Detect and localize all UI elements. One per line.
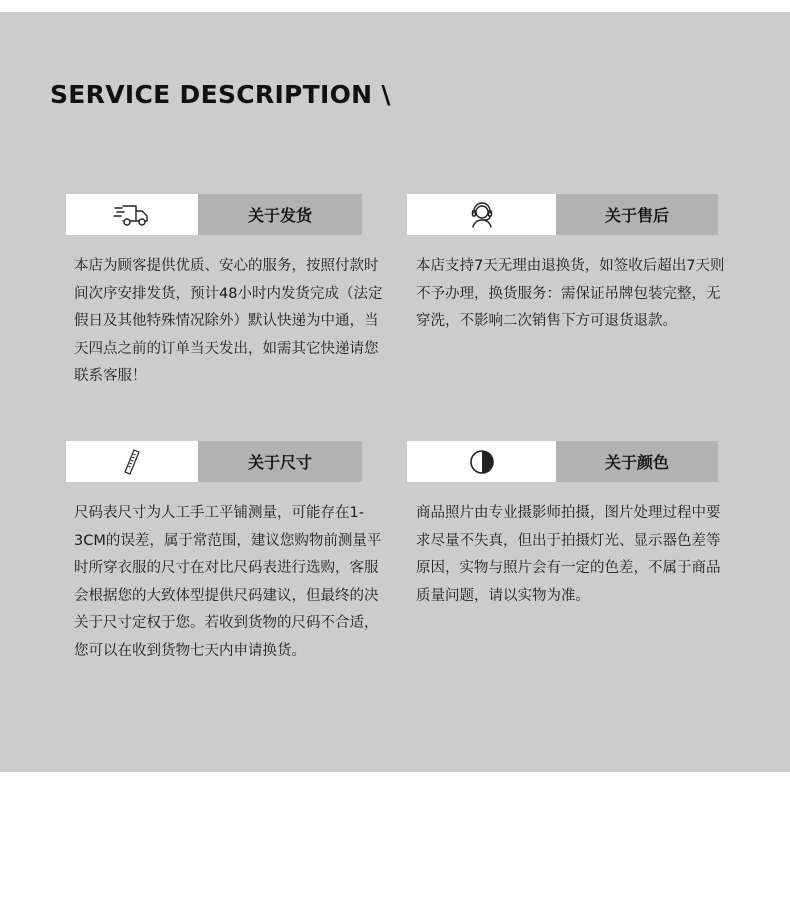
card-text: 本店为顾客提供优质、安心的服务，按照付款时间次序安排发货，预计48小时内发货完成（法定假日及其他特殊情况除外）默认快递为中通，当天四点之前的订单当天发出，如需其它快递请您联系客服！	[74, 258, 383, 384]
card-heading: 关于发货	[198, 194, 362, 235]
card-heading: 关于尺寸	[198, 441, 362, 482]
icon-box	[66, 441, 198, 482]
card-after-sales	[407, 194, 727, 336]
page-title: SERVICE DESCRIPTION \	[50, 80, 391, 109]
card-text: 商品照片由专业摄影师拍摄，图片处理过程中要求尽量不失真，但出于拍摄灯光、显示器色差等原因，实物与照片会有一定的色差，不属于商品质量问题，请以实物为准。	[416, 505, 721, 604]
delivery-truck-icon	[113, 202, 151, 228]
card-heading: 关于颜色	[556, 441, 718, 482]
icon-box	[66, 194, 198, 235]
customer-service-icon	[468, 201, 496, 229]
ruler-icon	[121, 448, 143, 476]
contrast-icon	[469, 449, 495, 475]
card-header	[407, 441, 718, 482]
card-text: 本店支持7天无理由退换货，如签收后超出7天则不予办理，换货服务：需保证吊牌包装完整，无穿洗，不影响二次销售下方可退货退款。	[416, 258, 725, 329]
card-heading: 关于售后	[556, 194, 718, 235]
icon-box	[407, 441, 556, 482]
card-header	[66, 194, 362, 235]
card-size	[66, 441, 386, 665]
card-shipping	[66, 194, 386, 391]
card-header	[66, 441, 362, 482]
card-text: 尺码表尺寸为人工手工平铺测量，可能存在1-3CM的误差，属于常范围，建议您购物前测量平时所穿衣服的尺寸在对比尺码表进行选购，客服会根据您的大致体型提供尺码建议，但最终的决关于尺寸定权于您。若收到货物的尺码不合适，您可以在收到货物七天内申请换货。	[74, 505, 382, 659]
card-color	[407, 441, 727, 610]
icon-box	[407, 194, 556, 235]
card-header	[407, 194, 718, 235]
